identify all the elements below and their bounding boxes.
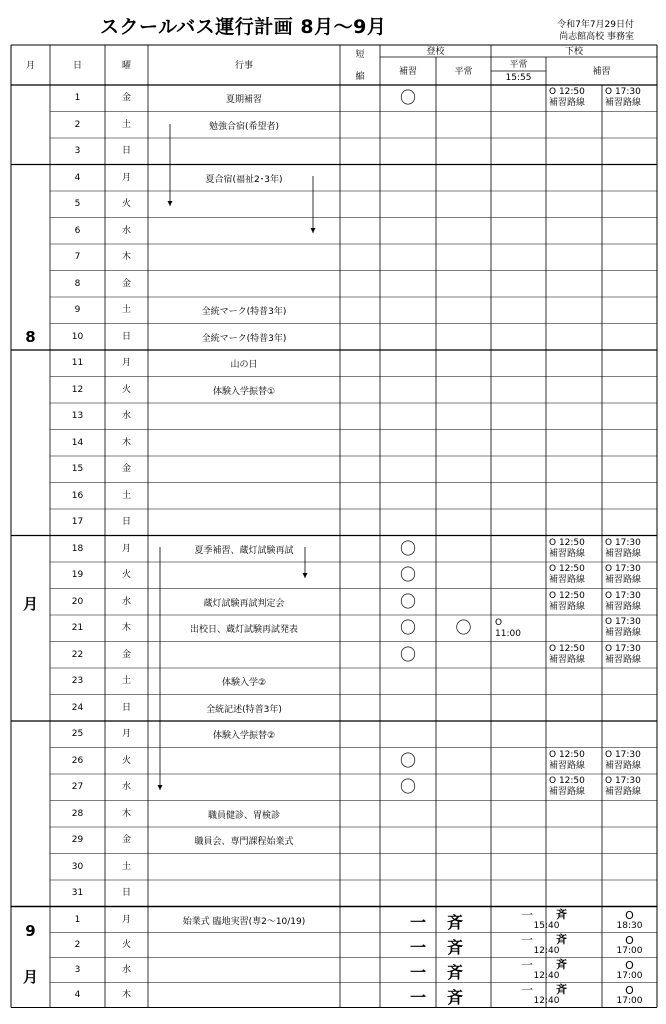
- col-dep-hoshu: 補習: [592, 67, 611, 77]
- dep-1250-route: 補習路線: [549, 654, 586, 665]
- dep-isse-sei: 斉: [556, 932, 567, 946]
- dep-isse-sei: 斉: [556, 982, 567, 996]
- page-title: スクールバス運行計画 8月～9月: [100, 16, 387, 38]
- weekday-cell: 水: [121, 225, 131, 236]
- day-cell: 11: [71, 358, 84, 369]
- col-arrival-hoshu: 補習: [398, 67, 417, 77]
- day-cell: 21: [71, 623, 84, 634]
- dep-1730: O 17:30: [605, 617, 641, 627]
- weekday-cell: 土: [121, 676, 131, 687]
- dep-1730: O 17:30: [605, 776, 641, 786]
- weekday-cell: 火: [121, 570, 131, 581]
- dep-isse-sei: 斉: [556, 957, 567, 971]
- weekday-cell: 金: [121, 93, 131, 104]
- sep-weekday-cell: 月: [121, 915, 131, 925]
- weekday-cell: 木: [121, 808, 131, 819]
- day-cell: 7: [74, 252, 81, 263]
- col-short-1: 短: [355, 50, 365, 60]
- day-cell: 23: [71, 676, 84, 687]
- dep-isse-ichi: 一: [521, 982, 534, 997]
- isse-sei: 斉: [447, 913, 464, 932]
- sep-weekday-cell: 火: [121, 940, 131, 950]
- weekday-cell: 木: [121, 252, 131, 263]
- sep-day-cell: 3: [74, 965, 81, 975]
- arrival-hoshu-mark: 〇: [399, 591, 416, 611]
- sep-day-cell: 2: [74, 940, 81, 950]
- dep-1730-route: 補習路線: [605, 760, 642, 771]
- weekday-cell: 土: [121, 305, 131, 316]
- sep-day-cell: 1: [74, 915, 81, 925]
- arrival-hoshu-mark: 〇: [399, 88, 416, 108]
- dep-1250-route: 補習路線: [549, 575, 586, 585]
- dep-1250: O 12:50: [549, 776, 585, 786]
- event-cell: 職員会、専門課程始業式: [194, 837, 294, 848]
- event-cell: 体験入学②: [221, 678, 267, 689]
- event-cell: 全統マーク(特普3年): [201, 333, 287, 344]
- day-cell: 2: [74, 119, 81, 130]
- month-sep-kanji: 月: [22, 967, 38, 986]
- dep-1730: O 17:30: [605, 590, 641, 601]
- day-cell: 10: [71, 331, 84, 342]
- day-cell: 20: [71, 596, 84, 607]
- dep-isse-ichi: 一: [521, 932, 534, 947]
- weekday-cell: 木: [121, 623, 131, 634]
- day-cell: 31: [71, 888, 84, 899]
- dep-1250-route: 補習路線: [549, 98, 586, 108]
- day-cell: 13: [71, 411, 84, 422]
- day-cell: 6: [74, 225, 81, 236]
- dep-isse-time: 12:40: [533, 945, 560, 956]
- dep-isse-ichi: 一: [521, 957, 534, 972]
- dep-1730-route: 補習路線: [605, 575, 642, 585]
- col-short-2: 縮: [355, 72, 365, 82]
- day-cell: 24: [71, 702, 84, 713]
- arrival-hoshu-mark: 〇: [399, 644, 416, 664]
- weekday-cell: 水: [121, 411, 131, 422]
- dep-1730: O 17:30: [605, 564, 641, 574]
- day-cell: 19: [71, 570, 84, 581]
- weekday-cell: 水: [121, 596, 131, 607]
- dep-late-time: 17:00: [616, 970, 643, 981]
- dep-1730-route: 補習路線: [605, 787, 642, 797]
- dep-isse-ichi: 一: [521, 907, 534, 922]
- isse-sei: 斉: [447, 988, 464, 1007]
- sep-event-cell: 始業式 臨地実習(専2～10/19): [182, 917, 306, 927]
- event-cell: 全統マーク(特普3年): [201, 307, 287, 318]
- day-cell: 5: [74, 199, 81, 210]
- arrival-hoshu-mark: 〇: [399, 618, 416, 638]
- isse-ichi: 一: [410, 963, 427, 982]
- day-cell: 27: [71, 782, 84, 793]
- weekday-cell: 月: [121, 543, 131, 554]
- dep-late-mark: O: [625, 933, 634, 947]
- dep-1730-route: 補習路線: [605, 98, 642, 108]
- issuer-office: 尚志館高校 事務室: [559, 32, 634, 42]
- dep-heijo-mark: O: [495, 618, 503, 628]
- event-cell: 体験入学振替①: [212, 386, 276, 397]
- arrival-hoshu-mark: 〇: [399, 538, 416, 558]
- event-cell: 職員健診、胃検診: [207, 810, 280, 821]
- dep-late-mark: O: [625, 958, 634, 972]
- weekday-cell: 月: [121, 729, 131, 740]
- col-event: 行事: [234, 61, 253, 71]
- dep-late-time: 18:30: [616, 920, 643, 931]
- col-arrival: 登校: [426, 47, 445, 57]
- dep-late-time: 17:00: [616, 995, 643, 1006]
- sep-day-cell: 4: [74, 990, 81, 1000]
- dep-1730: O 17:30: [605, 749, 641, 760]
- dep-heijo-time: 11:00: [495, 629, 521, 639]
- day-cell: 25: [71, 729, 84, 740]
- sep-weekday-cell: 水: [121, 965, 131, 975]
- dep-isse-sei: 斉: [556, 907, 567, 921]
- weekday-cell: 日: [121, 888, 131, 899]
- col-arrival-heijo: 平常: [454, 67, 473, 77]
- isse-sei: 斉: [447, 938, 464, 957]
- dep-1250: O 12:50: [549, 564, 585, 574]
- dep-isse-time: 12:40: [533, 995, 560, 1006]
- dep-1250: O 12:50: [549, 537, 585, 548]
- dep-isse-time: 15:40: [533, 920, 560, 931]
- isse-sei: 斉: [447, 963, 464, 982]
- weekday-cell: 土: [121, 490, 131, 501]
- weekday-cell: 金: [121, 649, 131, 660]
- dep-1730-route: 補習路線: [605, 548, 642, 559]
- weekday-cell: 日: [121, 331, 131, 342]
- dep-late-time: 17:00: [616, 945, 643, 956]
- weekday-cell: 水: [121, 782, 131, 793]
- arrival-hoshu-mark: 〇: [399, 565, 416, 585]
- weekday-cell: 土: [121, 119, 131, 130]
- weekday-cell: 金: [121, 464, 131, 475]
- day-cell: 18: [71, 543, 84, 554]
- weekday-cell: 木: [121, 437, 131, 448]
- dep-late-mark: O: [625, 908, 634, 922]
- weekday-cell: 日: [121, 702, 131, 713]
- day-cell: 9: [74, 305, 81, 316]
- event-cell: 夏合宿(福祉2･3年): [205, 174, 283, 185]
- weekday-cell: 火: [121, 199, 131, 210]
- arrival-heijo-mark: 〇: [455, 618, 472, 638]
- dep-1250: O 12:50: [549, 749, 585, 760]
- dep-1250-route: 補習路線: [549, 548, 586, 559]
- day-cell: 15: [71, 464, 84, 475]
- dep-late-mark: O: [625, 983, 634, 997]
- weekday-cell: 日: [121, 517, 131, 528]
- day-cell: 14: [71, 437, 84, 448]
- dep-1250-route: 補習路線: [549, 760, 586, 771]
- event-cell: 山の日: [230, 360, 258, 371]
- sep-weekday-cell: 木: [121, 990, 131, 1000]
- dep-1250: O 12:50: [549, 590, 585, 601]
- dep-isse-time: 12:40: [533, 970, 560, 981]
- event-cell: 出校日、蔵灯試験再試発表: [189, 625, 298, 636]
- issue-date: 令和7年7月29日付: [557, 20, 634, 30]
- weekday-cell: 金: [121, 278, 131, 289]
- dep-1250-route: 補習路線: [549, 787, 586, 797]
- event-cell: 全統記述(特普3年): [206, 704, 282, 715]
- col-month: 月: [25, 61, 35, 71]
- dep-1730: O 17:30: [605, 643, 641, 654]
- day-cell: 3: [74, 146, 81, 157]
- event-cell: 夏季補習、蔵灯試験再試: [194, 545, 294, 556]
- dep-1730: O 17:30: [605, 87, 641, 97]
- month-sep-number: 9: [25, 921, 36, 940]
- dep-1250: O 12:50: [549, 87, 585, 97]
- isse-ichi: 一: [410, 913, 427, 932]
- col-weekday: 曜: [121, 61, 131, 71]
- day-cell: 22: [71, 649, 84, 660]
- day-cell: 17: [71, 517, 84, 528]
- day-cell: 8: [74, 278, 81, 289]
- dep-1730: O 17:30: [605, 537, 641, 548]
- dep-1250-route: 補習路線: [549, 601, 586, 612]
- dep-1250: O 12:50: [549, 643, 585, 654]
- event-cell: 勉強合宿(希望者): [208, 121, 280, 132]
- isse-ichi: 一: [410, 988, 427, 1007]
- event-cell: 夏期補習: [225, 95, 262, 106]
- day-cell: 26: [71, 755, 84, 766]
- weekday-cell: 土: [121, 861, 131, 872]
- arrival-hoshu-mark: 〇: [399, 777, 416, 797]
- day-cell: 29: [71, 835, 84, 846]
- weekday-cell: 月: [121, 172, 131, 183]
- day-cell: 1: [74, 93, 81, 104]
- col-dep-heijo: 平常: [509, 60, 528, 70]
- day-cell: 4: [74, 172, 81, 183]
- weekday-cell: 火: [121, 755, 131, 766]
- col-departure: 下校: [564, 47, 583, 57]
- day-cell: 28: [71, 808, 84, 819]
- weekday-cell: 火: [121, 384, 131, 395]
- dep-1730-route: 補習路線: [605, 601, 642, 612]
- isse-ichi: 一: [410, 938, 427, 957]
- day-cell: 16: [71, 490, 84, 501]
- dep-1730-route: 補習路線: [605, 654, 642, 665]
- col-dep-heijo-time: 15:55: [505, 73, 532, 83]
- arrival-hoshu-mark: 〇: [399, 750, 416, 770]
- event-cell: 蔵灯試験再試判定会: [203, 598, 285, 609]
- col-day: 日: [72, 61, 82, 71]
- event-cell: 体験入学振替②: [212, 731, 276, 742]
- dep-1730-route: 補習路線: [605, 628, 642, 638]
- weekday-cell: 月: [121, 358, 131, 369]
- day-cell: 30: [71, 861, 84, 872]
- month-aug-number: 8: [25, 328, 36, 346]
- day-cell: 12: [71, 384, 84, 395]
- weekday-cell: 日: [121, 146, 131, 157]
- month-aug-kanji: 月: [22, 595, 38, 613]
- weekday-cell: 金: [121, 835, 131, 846]
